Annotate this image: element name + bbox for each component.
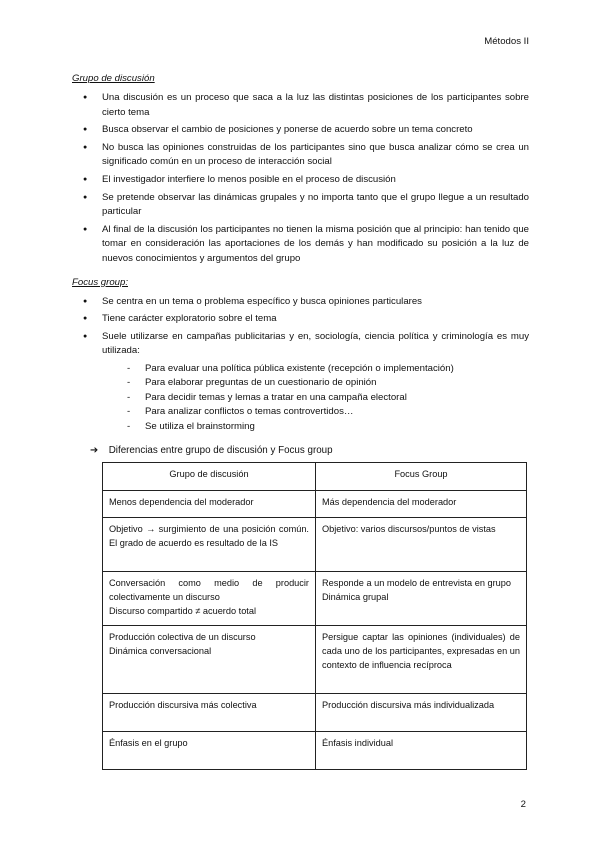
cell-line: Persigue captar las opiniones (individuales) de cada uno de los participantes, expresadas en un contexto de influencia recíproca [322,632,520,670]
dash-item: - Para evaluar una política pública existente (recepción o implementación) [72,362,529,377]
page-number: 2 [520,799,526,810]
cell-line: Responde a un modelo de entrevista en grupo [322,578,511,588]
table-row [103,626,527,694]
comparison-heading [90,444,529,458]
dash-item: - Para elaborar preguntas de un cuestionario de opinión [72,376,529,391]
bullet-item: ● No busca las opiniones construidas de los participantes sino que busca analizar cómo se crea un significado común en un proceso de interacción social [72,141,529,170]
table-cell [316,694,527,732]
comparison-table [102,462,527,770]
table-cell [103,518,316,572]
bullet-item: ● Se centra en un tema o problema específico y busca opiniones particulares [72,295,529,310]
bullet-item: ● El investigador interfiere lo menos posible en el proceso de discusión [72,173,529,188]
table-cell [103,732,316,770]
comparison-heading-text: Diferencias entre grupo de discusión y Focus group [108,445,333,457]
section-title-grupo-discusion: Grupo de discusión [72,73,155,84]
cell-line: Énfasis en el grupo [109,738,188,748]
table-header-row [103,463,527,491]
dash-item: - Para decidir temas y lemas a tratar en una campaña electoral [72,391,529,406]
cell-line: Dinámica conversacional [109,646,212,656]
table-cell [316,626,527,694]
bullet-item: ● Suele utilizarse en campañas publicitarias y en, sociología, ciencia política y criminología es muy utilizada: [72,330,529,359]
bullet-list-grupo-discusion [72,91,529,267]
table-row [103,694,527,732]
cell-line: Menos dependencia del moderador [109,497,254,507]
cell-line: Discurso compartido ≠ acuerdo total [109,606,257,616]
bullet-item: ● Busca observar el cambio de posiciones y ponerse de acuerdo sobre un tema concreto [72,123,529,138]
bullet-list-focus-group [72,295,529,359]
table-cell [316,732,527,770]
dash-list-uses [72,362,529,435]
cell-line: Más dependencia del moderador [322,497,457,507]
cell-line: Producción discursiva más colectiva [109,700,257,710]
cell-line: Énfasis individual [322,738,393,748]
table-cell [103,572,316,626]
dash-item: - Para analizar conflictos o temas controvertidos… [72,405,529,420]
bullet-item: ● Tiene carácter exploratorio sobre el tema [72,312,529,327]
bullet-item: ● Una discusión es un proceso que saca a la luz las distintas posiciones de los participantes sobre cierto tema [72,91,529,120]
table-row [103,518,527,572]
table-cell [103,626,316,694]
section-title-focus-group: Focus group: [72,276,128,288]
table-cell [316,572,527,626]
table-row [103,732,527,770]
cell-line: Producción discursiva más individualizada [322,700,495,710]
table-cell [103,694,316,732]
cell-line: Objetivo → surgimiento de una posición común. El grado de acuerdo es resultado de la IS [109,524,309,548]
dash-item: - Se utiliza el brainstorming [72,420,529,435]
arrow-right-icon: ➔ [90,445,99,457]
column-header: Focus Group [316,463,527,491]
page-content [72,72,529,458]
table-cell [316,491,527,518]
table-row [103,572,527,626]
bullet-item: ● Al final de la discusión los participantes no tienen la misma posición que al principio: han tenido que tomar en consideración las aportaciones de los demás y han modificado su posición a la luz de nuevos conocimientos y argumentos del grupo [72,223,529,267]
column-header: Grupo de discusión [103,463,316,491]
page-header: Métodos II [484,36,529,47]
cell-line: Objetivo: varios discursos/puntos de vistas [322,524,496,534]
cell-line: Producción colectiva de un discurso [109,632,256,642]
table-cell [103,491,316,518]
bullet-item: ● Se pretende observar las dinámicas grupales y no importa tanto que el grupo llegue a un resultado particular [72,191,529,220]
table-cell [316,518,527,572]
cell-line: Conversación como medio de producir colectivamente un discurso [109,578,309,602]
cell-line: Dinámica grupal [322,592,389,602]
table-row [103,491,527,518]
